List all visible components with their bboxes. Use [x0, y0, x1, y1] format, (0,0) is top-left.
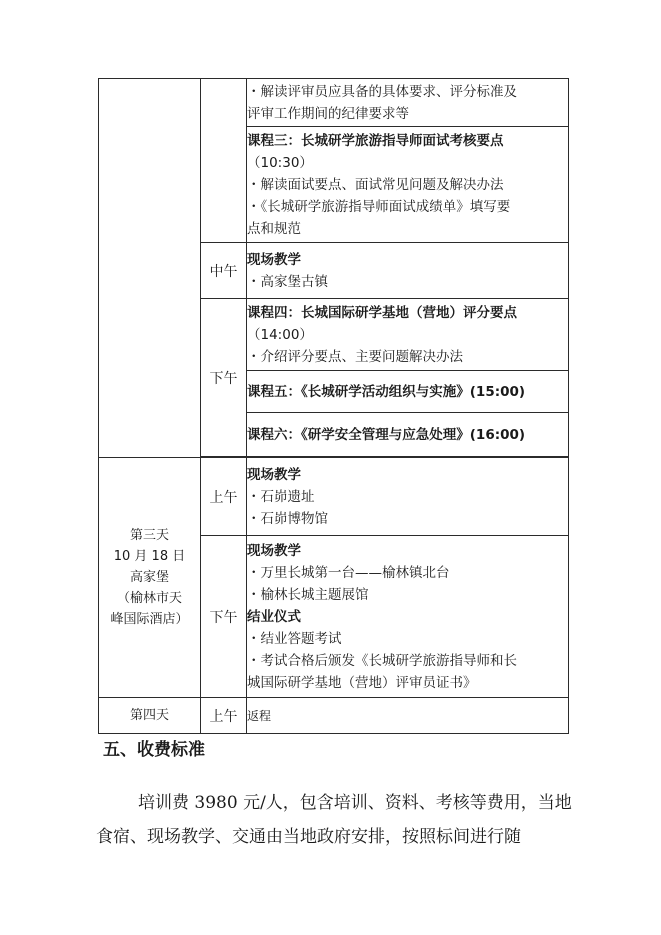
list-item: 评审工作期间的纪律要求等: [247, 105, 409, 122]
day-date: 10 月 18 日: [113, 549, 186, 564]
course-title: 课程六：《研学安全管理与应急处理》(16:00): [247, 426, 526, 443]
table-row: [99, 79, 569, 127]
list-item: 点和规范: [247, 220, 301, 237]
content-cell: [247, 371, 569, 413]
content-cell: [247, 243, 569, 299]
content-cell: [247, 79, 569, 127]
activity-title: 现场教学: [247, 251, 301, 268]
ceremony-title: 结业仪式: [247, 608, 301, 625]
content-cell: 返程: [247, 698, 569, 734]
table-row: [99, 458, 569, 536]
slot-cell-continued: [201, 79, 247, 243]
list-item: ・解读面试要点、面试常见问题及解决办法: [247, 176, 504, 193]
list-item: ・介绍评分要点、主要问题解决办法: [247, 348, 463, 365]
list-item: ・万里长城第一台——榆林镇北台: [247, 564, 450, 581]
list-item: ・石峁博物馆: [247, 510, 328, 527]
list-item: 城国际研学基地（营地）评审员证书》: [247, 674, 477, 691]
slot-afternoon: 下午: [201, 299, 247, 457]
slot-noon: 中午: [201, 243, 247, 299]
day-hotel: （榆林市天: [116, 591, 182, 606]
day-location: 高家堡: [129, 570, 169, 585]
fee-paragraph: 培训费 3980 元/人，包含培训、资料、考核等费用，当地食宿、现场教学、交通由当地政府安排，按照标间进行随: [96, 793, 572, 847]
content-cell: [247, 536, 569, 698]
content-cell: [247, 127, 569, 243]
section-heading: 五、收费标准: [103, 740, 205, 760]
day3-cell: [99, 458, 201, 698]
activity-title: 现场教学: [247, 542, 301, 559]
list-item: ・《长城研学旅游指导师面试成绩单》填写要: [247, 198, 511, 215]
table-row: [99, 698, 569, 734]
activity-title: 现场教学: [247, 466, 301, 483]
slot-morning: 上午: [201, 458, 247, 536]
list-item: ・石峁遗址: [247, 488, 315, 505]
list-item: ・榆林长城主题展馆: [247, 586, 369, 603]
slot-afternoon: 下午: [201, 536, 247, 698]
content-cell: [247, 458, 569, 536]
day4-label: 第四天: [99, 698, 201, 734]
course-time: （10:30）: [247, 154, 313, 171]
slot-morning: 上午: [201, 698, 247, 734]
day-label: 第三天: [129, 528, 169, 543]
course-title: 课程三：长城研学旅游指导师面试考核要点: [247, 132, 504, 149]
list-item: ・高家堡古镇: [247, 273, 328, 290]
schedule-table: [98, 78, 569, 734]
list-item: ・解读评审员应具备的具体要求、评分标准及: [247, 83, 517, 100]
list-item: ・考试合格后颁发《长城研学旅游指导师和长: [247, 652, 517, 669]
day-cell-continued: [99, 79, 201, 458]
list-item: ・结业答题考试: [247, 630, 342, 647]
content-cell: [247, 413, 569, 457]
course-title: 课程五：《长城研学活动组织与实施》(15:00): [247, 383, 526, 400]
day-hotel: 峰国际酒店）: [110, 612, 189, 627]
content-cell: [247, 299, 569, 371]
course-title: 课程四：长城国际研学基地（营地）评分要点: [247, 304, 517, 321]
course-time: （14:00）: [247, 326, 313, 343]
